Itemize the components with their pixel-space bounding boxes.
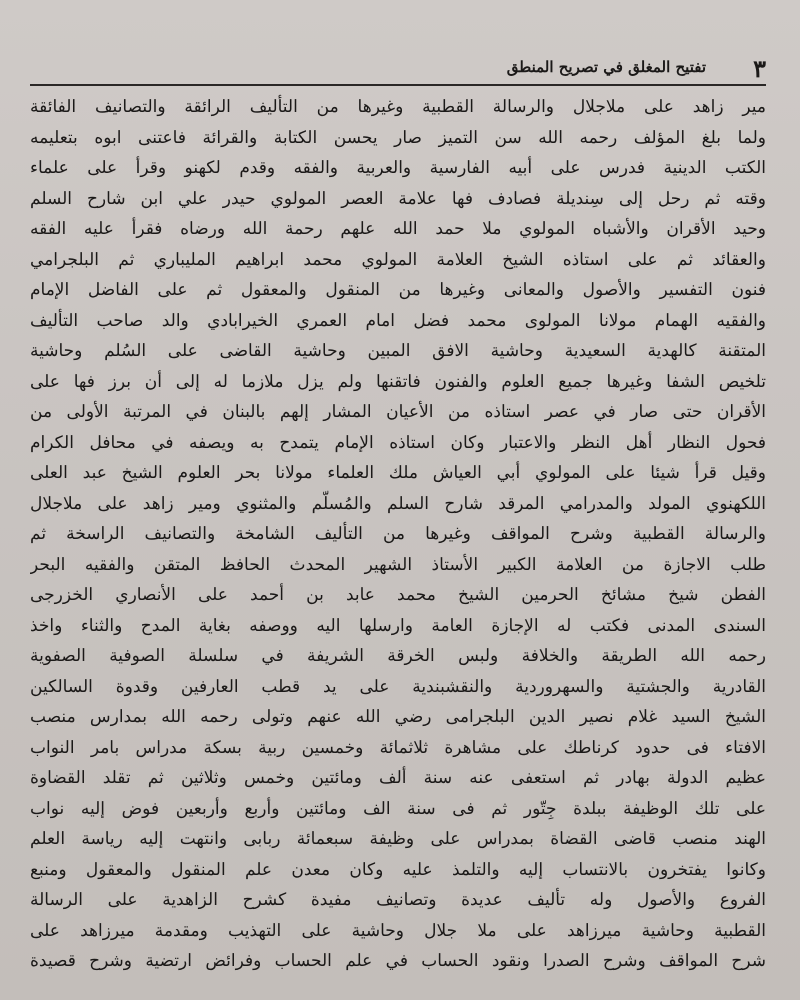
- text-line: الأقران حتى صار في عصر استاذه من الأعيان المشار إلهم بالبنان في المرتبة الأولى من: [30, 402, 766, 422]
- running-header: [30, 54, 766, 86]
- text-line: وحيد الأقران والأشباه المولوي ملا حمد الله علهم رحمة الله ورضاه فقرأ عليه الفقه: [30, 219, 766, 239]
- text-line: وقته ثم رحل إلى سِنديلة فصادف فها علامة العصر المولوي حيدر علي ابن شارح السلم: [30, 188, 766, 209]
- body-text: [30, 92, 766, 977]
- text-line: ولما بلغ المؤلف رحمه الله سن التميز صار يحسن الكتابة والقرائة فاعتنى ابوه بتعليمه: [30, 127, 766, 148]
- text-line: والفقيه الهمام مولانا المولوى محمد فضل امام العمري الخيرابادي والد صاحب التأليف: [30, 310, 766, 331]
- text-line: الشيخ السيد غلام نصير الدين البلجرامى رضي الله عنهم وتولى رحمه الله بمدارس منصب: [30, 707, 766, 727]
- text-line: القادرية والجشتية والسهروردية والنقشبندية على يد قطب العارفين وقدوة السالكين: [30, 676, 766, 697]
- text-line: المتقنة كالهدية السعيدية وحاشية الافق المبين وحاشية القاضى على السُلم وحاشية: [30, 341, 766, 361]
- text-line: عظيم الدولة بهادر ثم استعفى عنه سنة ألف ومائتين وخمس وثلاثين ثم تقلد القضاوة: [30, 768, 766, 788]
- text-line: وقيل قرأ شيئا على المولوي أبي العياش ملك العلماء مولانا بحر العلوم الشيخ عبد العلى: [30, 463, 766, 483]
- text-line: والعقائد ثم على استاذه الشيخ العلامة المولوي محمد ابراهيم المليباري ثم البلجرامي: [30, 249, 766, 270]
- text-line: والرسالة القطبية وشرح المواقف وغيرها من التأليف الشامخة والتصانيف الراسخة ثم: [30, 524, 766, 544]
- text-line: شرح المواقف وشرح الصدرا ونقود الحساب في علم الحساب وفرائض ارتضية وشرح قصيدة: [30, 951, 766, 971]
- text-line: مير زاهد على ملاجلال والرسالة القطبية وغيرها من التأليف الرائقة والتصانيف الفائقة: [30, 97, 766, 117]
- page-number: ٣: [753, 54, 766, 83]
- book-title: تفتيح المغلق في تصريح المنطق: [506, 58, 706, 76]
- text-line: الفروع والأصول وله تأليف عديدة وتصانيف مفيدة كشرح الزاهدية على الرسالة: [30, 890, 766, 910]
- text-line: فحول النظار أهل النظر والاعتبار وكان استاذه الإمام يتمدح به ويصفه في محافل الكرام: [30, 432, 766, 453]
- text-line: السندى المدنى فكتب له الإجازة العامة وارسلها اليه ووصفه بغاية المدح والثناء واخذ: [30, 615, 766, 636]
- text-line: على تلك الوظيفة ببلدة جِتّور ثم فى سنة الف ومائتين وأربع وأربعين فوض إليه نواب: [30, 798, 766, 819]
- text-line: طلب الاجازة من العلامة الكبير الأستاذ الشهير المحدث الحافظ المتقن والفقيه البحر: [30, 554, 766, 575]
- text-line: القطبية وحاشية ميرزاهد على ملا جلال وحاشية على التهذيب ومقدمة ميرزاهد على: [30, 920, 766, 941]
- text-line: الكتب الدينية فدرس على أبيه الفارسية والعربية والفقه وقدم لكهنو وقرأ على علماء: [30, 158, 766, 178]
- text-line: الفطن شيخ مشائخ الحرمين الشيخ محمد عابد بن أحمد على الأنصاري الخزرجى: [30, 585, 766, 605]
- text-line: رحمه الله الطريقة والخلافة ولبس الخرقة الشريفة في سلسلة الصوفية الصفوية: [30, 646, 766, 666]
- text-line: تلخيص الشفا وغيرها جميع العلوم والفنون فاتقنها ولم يزل ملازما له إلى أن برز فها على: [30, 371, 766, 392]
- text-line: وكانوا يفتخرون بالانتساب إليه والتلمذ عليه وكان معدن علم المنقول والمعقول ومنبع: [30, 859, 766, 880]
- text-line: فنون التفسير والأصول والمعانى وغيرها من المنقول والمعقول ثم على الفاضل الإمام: [30, 280, 766, 300]
- text-line: الافتاء فى حدود كرناطك على مشاهرة ثلاثمائة وخمسين ربية بسكة مدراس بامر النواب: [30, 737, 766, 758]
- text-line: اللكهنوي المولد والمدرامي المرقد شارح السلم والمُسلّم والمثنوي ومير زاهد على ملاجلال: [30, 493, 766, 514]
- text-line: الهند منصب قاضى القضاة بمدراس على وظيفة سبعمائة ربابى وانتهت إليه رياسة العلم: [30, 829, 766, 849]
